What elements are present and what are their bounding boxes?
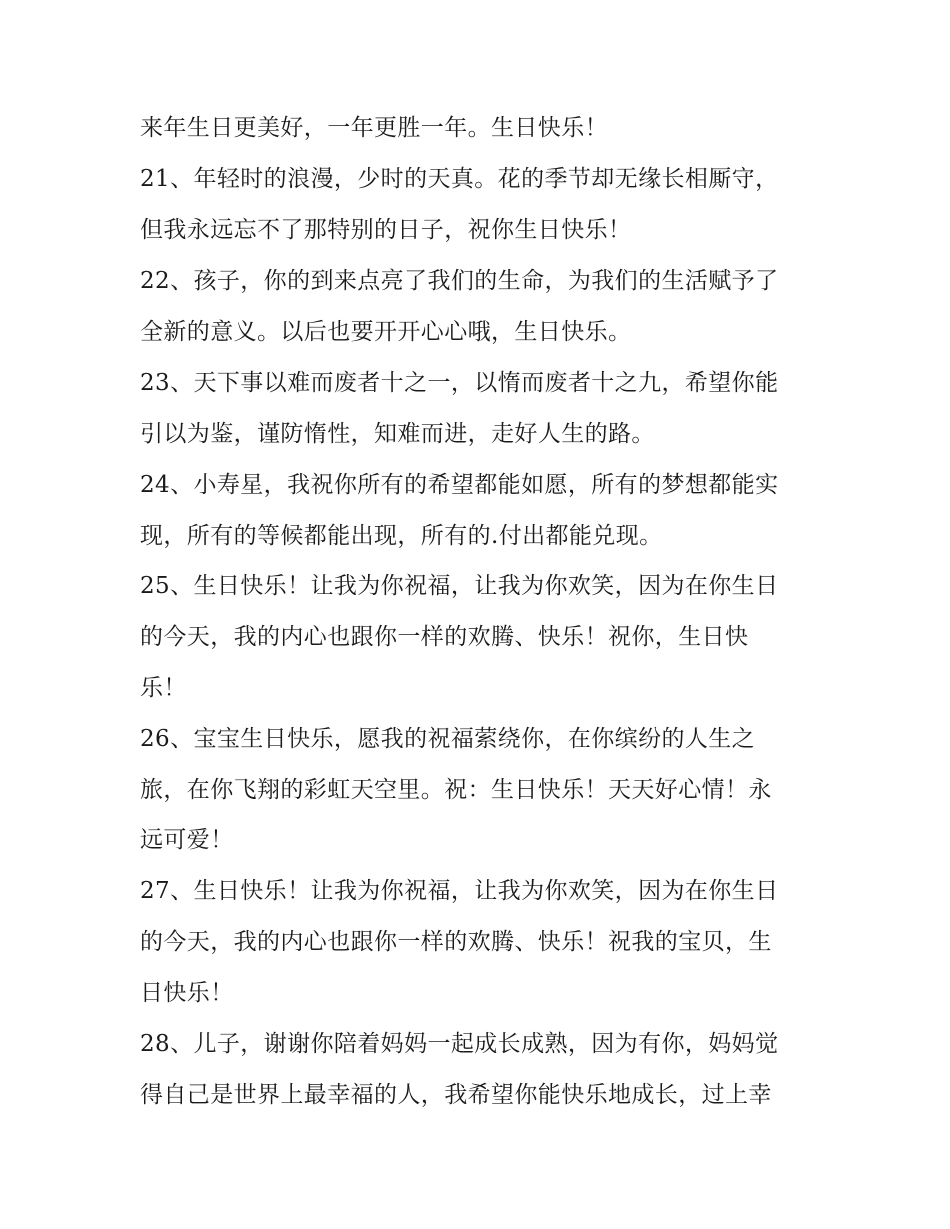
text-line: 来年生日更美好，一年更胜一年。生日快乐！ <box>140 115 608 141</box>
text-line: 旅，在你飞翔的彩虹天空里。祝：生日快乐！天天好心情！永 <box>140 777 772 803</box>
text-line: 28、儿子，谢谢你陪着妈妈一起成长成熟，因为有你，妈妈觉 <box>140 1031 779 1057</box>
text-line: 22、孩子，你的到来点亮了我们的生命，为我们的生活赋予了 <box>140 268 779 294</box>
text-line: 日快乐！ <box>140 980 234 1006</box>
text-line: 23、天下事以难而废者十之一，以惰而废者十之九，希望你能 <box>140 370 779 396</box>
text-line: 全新的意义。以后也要开开心心哦，生日快乐。 <box>140 319 632 345</box>
text-line: 但我永远忘不了那特别的日子，祝你生日快乐！ <box>140 217 632 243</box>
text-line: 的今天，我的内心也跟你一样的欢腾、快乐！祝我的宝贝，生 <box>140 929 772 955</box>
text-line: 现，所有的等候都能出现，所有的.付出都能兑现。 <box>140 523 663 549</box>
text-line: 21、年轻时的浪漫，少时的天真。花的季节却无缘长相厮守， <box>140 166 779 192</box>
text-line: 引以为鉴，谨防惰性，知难而进，走好人生的路。 <box>140 421 655 447</box>
text-line: 乐！ <box>140 675 187 701</box>
text-line: 得自己是世界上最幸福的人，我希望你能快乐地成长，过上幸 <box>140 1082 772 1108</box>
text-line: 远可爱！ <box>140 827 234 853</box>
text-line: 的今天，我的内心也跟你一样的欢腾、快乐！祝你，生日快 <box>140 624 749 650</box>
text-line: 24、小寿星，我祝你所有的希望都能如愿，所有的梦想都能实 <box>140 472 779 498</box>
text-line: 26、宝宝生日快乐，愿我的祝福萦绕你，在你缤纷的人生之 <box>140 726 756 752</box>
text-line: 27、生日快乐！让我为你祝福，让我为你欢笑，因为在你生日 <box>140 878 779 904</box>
text-line: 25、生日快乐！让我为你祝福，让我为你欢笑，因为在你生日 <box>140 573 779 599</box>
